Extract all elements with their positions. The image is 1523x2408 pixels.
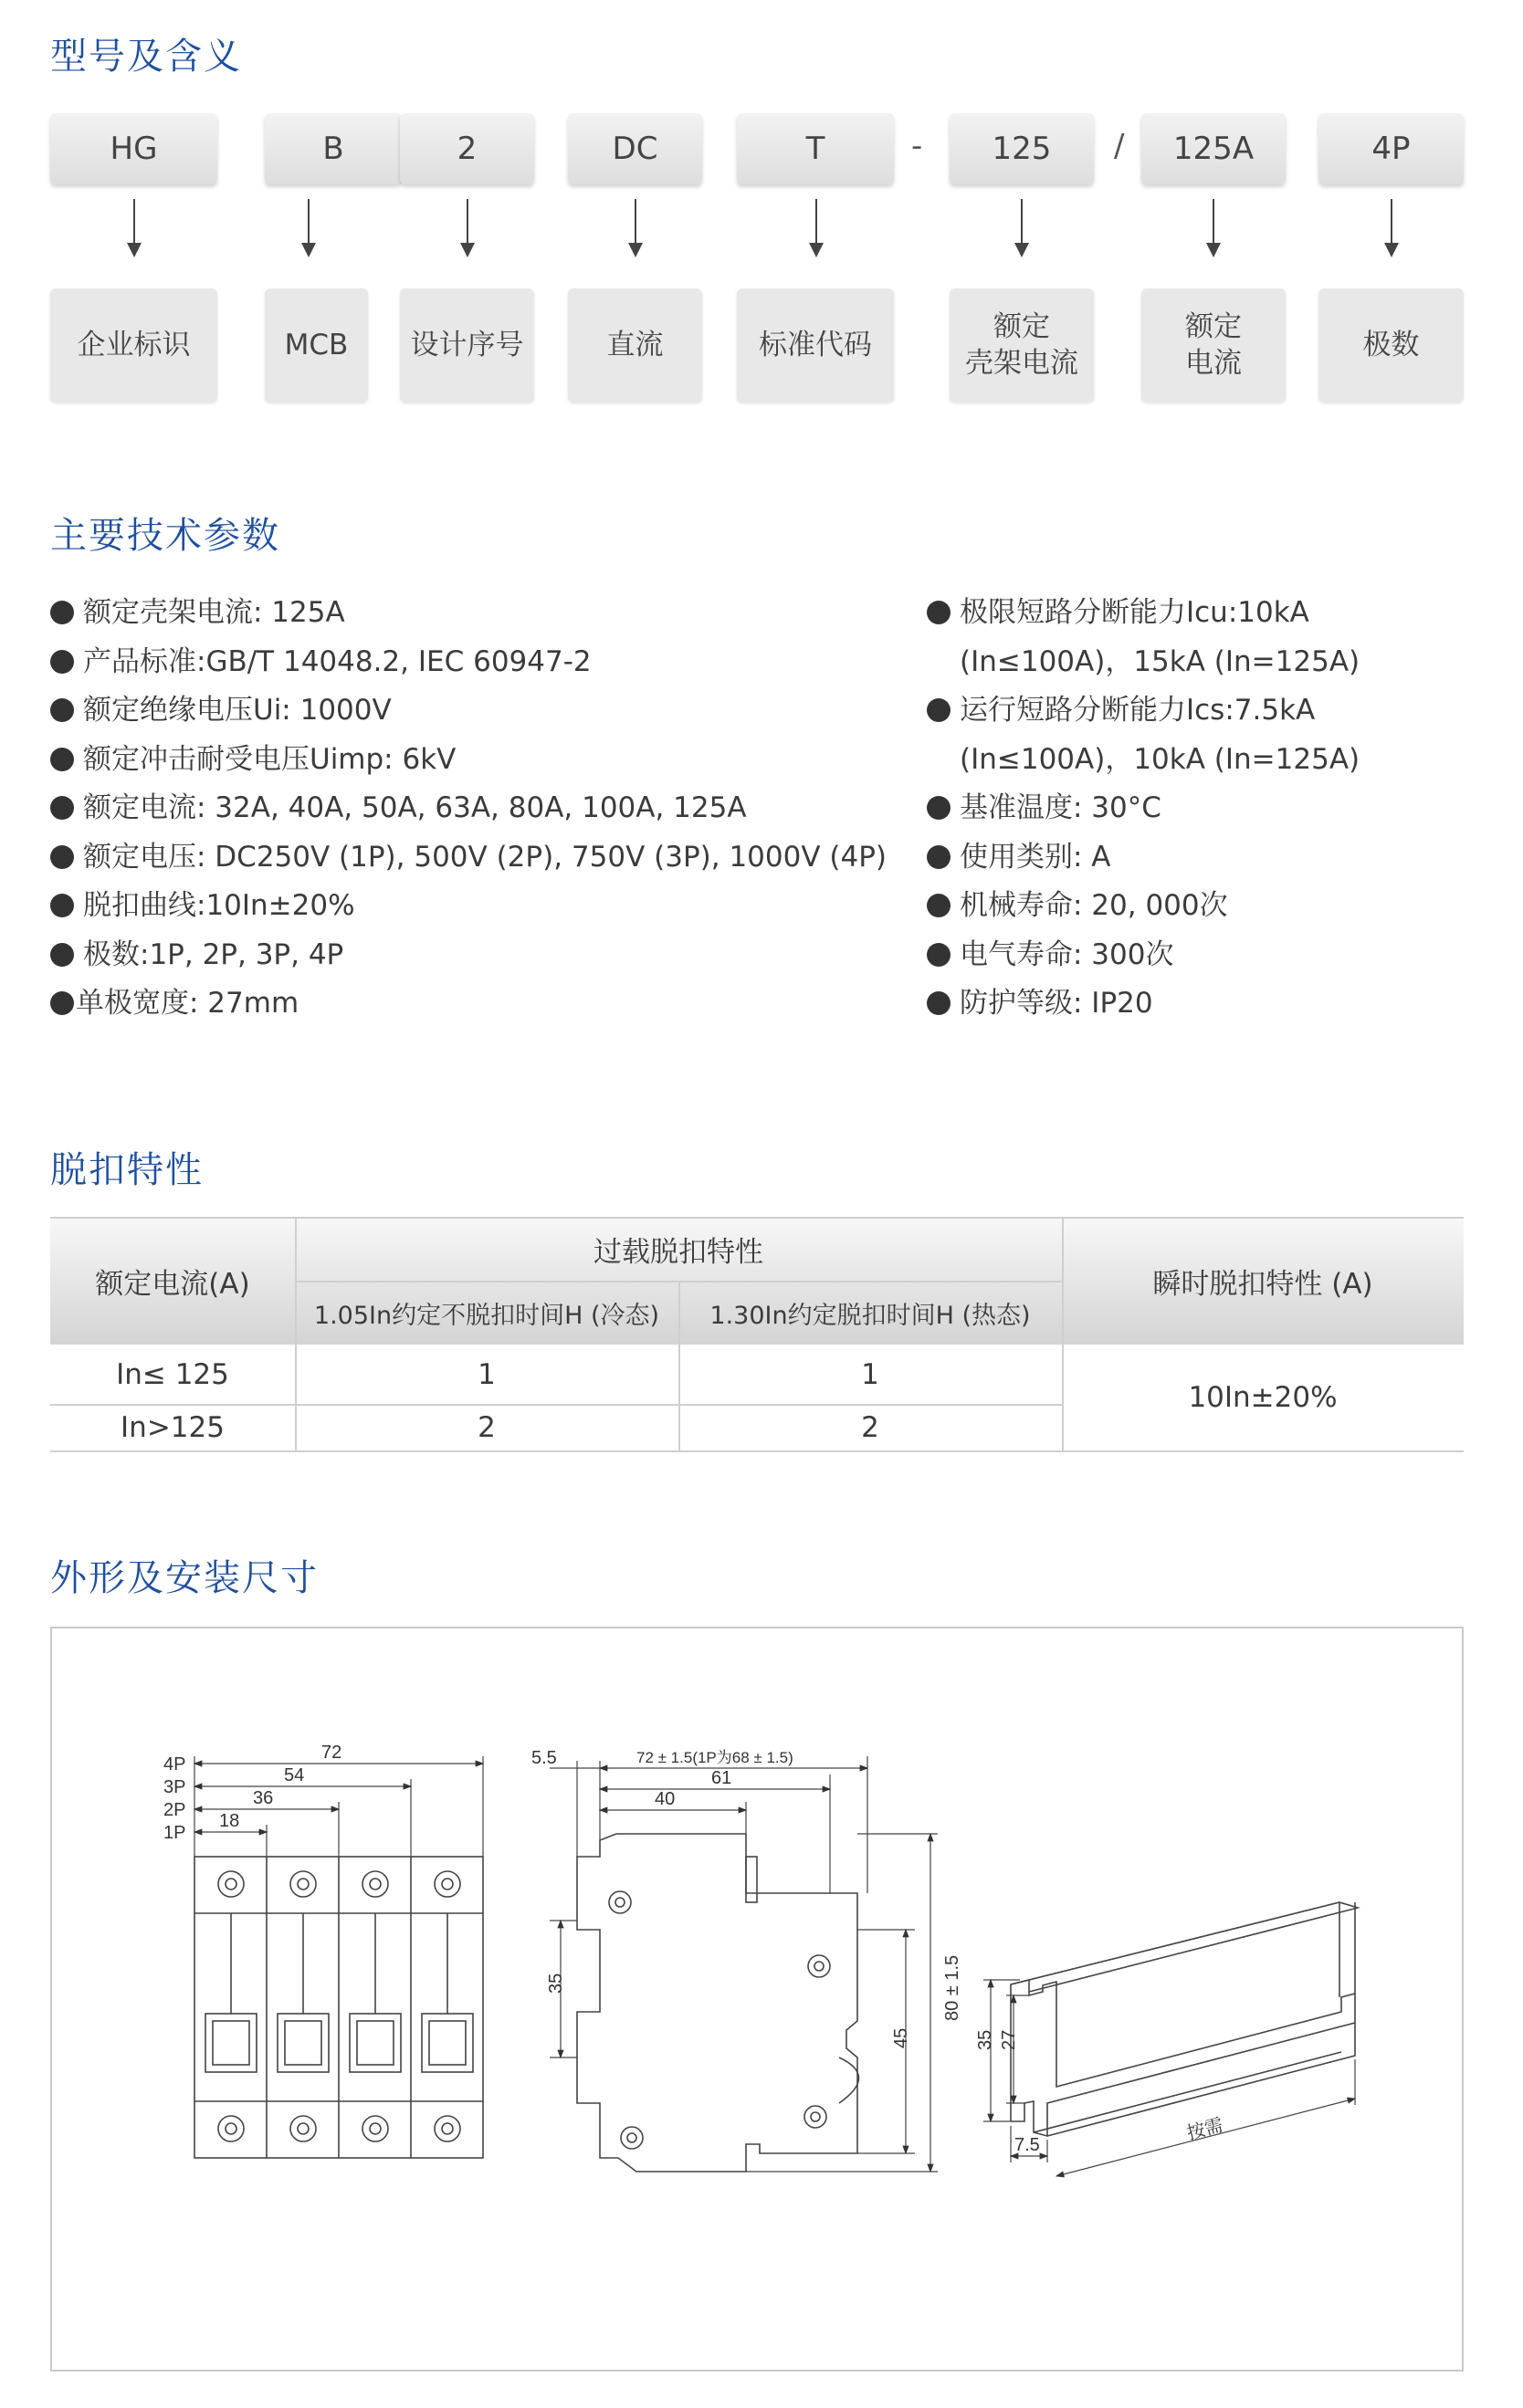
section-title-dimensions: 外形及安装尺寸 — [50, 1557, 319, 1599]
dim-pole-label: 1P — [163, 1823, 186, 1843]
dim-side-35: 35 — [546, 1973, 566, 1994]
param-item: 机械寿命: 20, 000次 — [927, 882, 1360, 931]
param-item: 额定壳架电流: 125A — [50, 589, 887, 638]
arrow-down-icon — [308, 199, 310, 254]
meaning-poles: 极数 — [1318, 288, 1464, 402]
bullet-icon — [927, 796, 951, 820]
bullet-icon — [50, 894, 74, 917]
arrow-down-icon — [1213, 199, 1214, 254]
side-view-dimensions — [550, 1756, 938, 2172]
bullet-icon — [50, 991, 74, 1015]
bullet-icon — [50, 845, 74, 869]
front-view-dimensions — [194, 1756, 483, 1857]
side-view-breaker — [577, 1834, 859, 2172]
code-part-brand: HG — [50, 113, 217, 184]
meaning-brand: 企业标识 — [50, 288, 217, 402]
trip-header-nontrip-time: 1.05In约定不脱扣时间H (冷态) — [313, 1301, 660, 1330]
code-part-design: 2 — [400, 113, 534, 184]
trip-row-nontrip: 2 — [478, 1410, 496, 1444]
trip-header-instant: 瞬时脱扣特性 (A) — [1152, 1267, 1373, 1301]
bullet-icon — [927, 698, 951, 722]
param-item-continued: (In≤100A)，15kA (In=125A) — [960, 644, 1360, 678]
dim-side-45: 45 — [891, 2027, 911, 2048]
param-item: 额定电流: 32A, 40A, 50A, 63A, 80A, 100A, 125A — [50, 784, 887, 833]
dim-rail-length: 按需 — [1184, 2115, 1225, 2144]
meaning-type: MCB — [265, 288, 368, 402]
dim-pole-label: 3P — [163, 1777, 186, 1797]
code-separator-dash: - — [911, 128, 923, 164]
dimension-drawing — [52, 1628, 1462, 2370]
param-item: 基准温度: 30°C — [927, 784, 1360, 833]
divider — [50, 1450, 1464, 1452]
param-item: 额定电压: DC250V (1P), 500V (2P), 750V (3P), 1000V (4P) — [50, 833, 887, 883]
trip-row-current: In≤ 125 — [116, 1357, 229, 1391]
meaning-dc: 直流 — [568, 288, 702, 402]
dim-rail-35: 35 — [975, 2029, 995, 2050]
code-separator-slash: / — [1114, 128, 1125, 164]
meaning-design: 设计序号 — [400, 288, 534, 402]
param-item: 额定冲击耐受电压Uimp: 6kV — [50, 736, 887, 785]
trip-header-trip-time: 1.30In约定脱扣时间H (热态) — [709, 1301, 1031, 1330]
dim-rail-27: 27 — [999, 2029, 1019, 2050]
params-right-list — [927, 589, 1360, 1029]
arrow-down-icon — [133, 199, 135, 254]
front-view-breaker — [194, 1857, 483, 2158]
trip-header-rated-current: 额定电流(A) — [95, 1267, 250, 1301]
dim-pole-label: 2P — [163, 1800, 186, 1820]
dim-width-label: 72 — [321, 1743, 342, 1763]
param-item: 产品标准:GB/T 14048.2, IEC 60947-2 — [50, 638, 887, 687]
dim-side-offset: 5.5 — [531, 1748, 557, 1768]
section-title-trip: 脱扣特性 — [50, 1149, 204, 1191]
params-left-list — [50, 589, 887, 1029]
trip-instant-value: 10In±20% — [1188, 1381, 1338, 1414]
param-item: 单极宽度: 27mm — [50, 979, 887, 1029]
bullet-icon — [927, 894, 951, 917]
trip-row-trip: 1 — [861, 1357, 879, 1391]
bullet-icon — [50, 748, 74, 771]
dim-pole-label: 4P — [163, 1754, 186, 1775]
param-item-continued: (In≤100A)，10kA (In=125A) — [960, 742, 1360, 776]
param-item: 脱扣曲线:10In±20% — [50, 882, 887, 931]
dim-side-80: 80 ± 1.5 — [942, 1954, 962, 2021]
meaning-rated-current: 额定 电流 — [1141, 288, 1286, 402]
din-rail — [1011, 1902, 1358, 2136]
param-item: 极限短路分断能力Icu:10kA — [927, 589, 1360, 638]
arrow-down-icon — [1021, 199, 1023, 254]
param-item: 额定绝缘电压Ui: 1000V — [50, 686, 887, 736]
arrow-down-icon — [467, 199, 468, 254]
dim-width-label: 36 — [253, 1788, 274, 1808]
trip-row-trip: 2 — [861, 1410, 879, 1444]
bullet-icon — [50, 943, 74, 967]
bullet-icon — [927, 845, 951, 869]
trip-row-current: In>125 — [121, 1410, 225, 1444]
trip-row-nontrip: 1 — [478, 1357, 496, 1391]
bullet-icon — [50, 601, 74, 624]
section-title-params: 主要技术参数 — [50, 515, 280, 557]
param-item: 电气寿命: 300次 — [927, 931, 1360, 980]
bullet-icon — [50, 796, 74, 820]
bullet-icon — [50, 650, 74, 674]
code-part-poles: 4P — [1318, 113, 1464, 184]
bullet-icon — [50, 698, 74, 722]
dim-rail-75: 7.5 — [1014, 2135, 1040, 2155]
dim-side-40: 40 — [655, 1789, 676, 1809]
trip-header-overload: 过载脱扣特性 — [593, 1235, 763, 1269]
bullet-icon — [927, 991, 951, 1015]
meaning-standard: 标准代码 — [737, 288, 894, 402]
bullet-icon — [927, 943, 951, 967]
code-part-frame-current: 125 — [950, 113, 1094, 184]
param-item: 使用类别: A — [927, 833, 1360, 883]
dim-width-label: 54 — [284, 1765, 305, 1785]
section-title-model: 型号及含义 — [50, 36, 242, 78]
meaning-frame-current: 额定 壳架电流 — [950, 288, 1094, 402]
param-item: 运行短路分断能力Ics:7.5kA — [927, 686, 1360, 736]
code-part-rated-current: 125A — [1141, 113, 1286, 184]
dim-width-label: 18 — [219, 1811, 240, 1831]
arrow-down-icon — [815, 199, 817, 254]
dimension-drawing-frame — [50, 1627, 1464, 2371]
code-part-dc: DC — [568, 113, 702, 184]
dim-side-61: 61 — [711, 1768, 732, 1788]
param-item: 防护等级: IP20 — [927, 979, 1360, 1029]
arrow-down-icon — [635, 199, 636, 254]
dim-side-overall: 72 ± 1.5(1P为68 ± 1.5) — [636, 1749, 793, 1766]
code-part-type: B — [265, 113, 402, 184]
bullet-icon — [927, 601, 951, 624]
param-item: 极数:1P, 2P, 3P, 4P — [50, 931, 887, 980]
code-part-standard: T — [737, 113, 894, 184]
arrow-down-icon — [1391, 199, 1392, 254]
